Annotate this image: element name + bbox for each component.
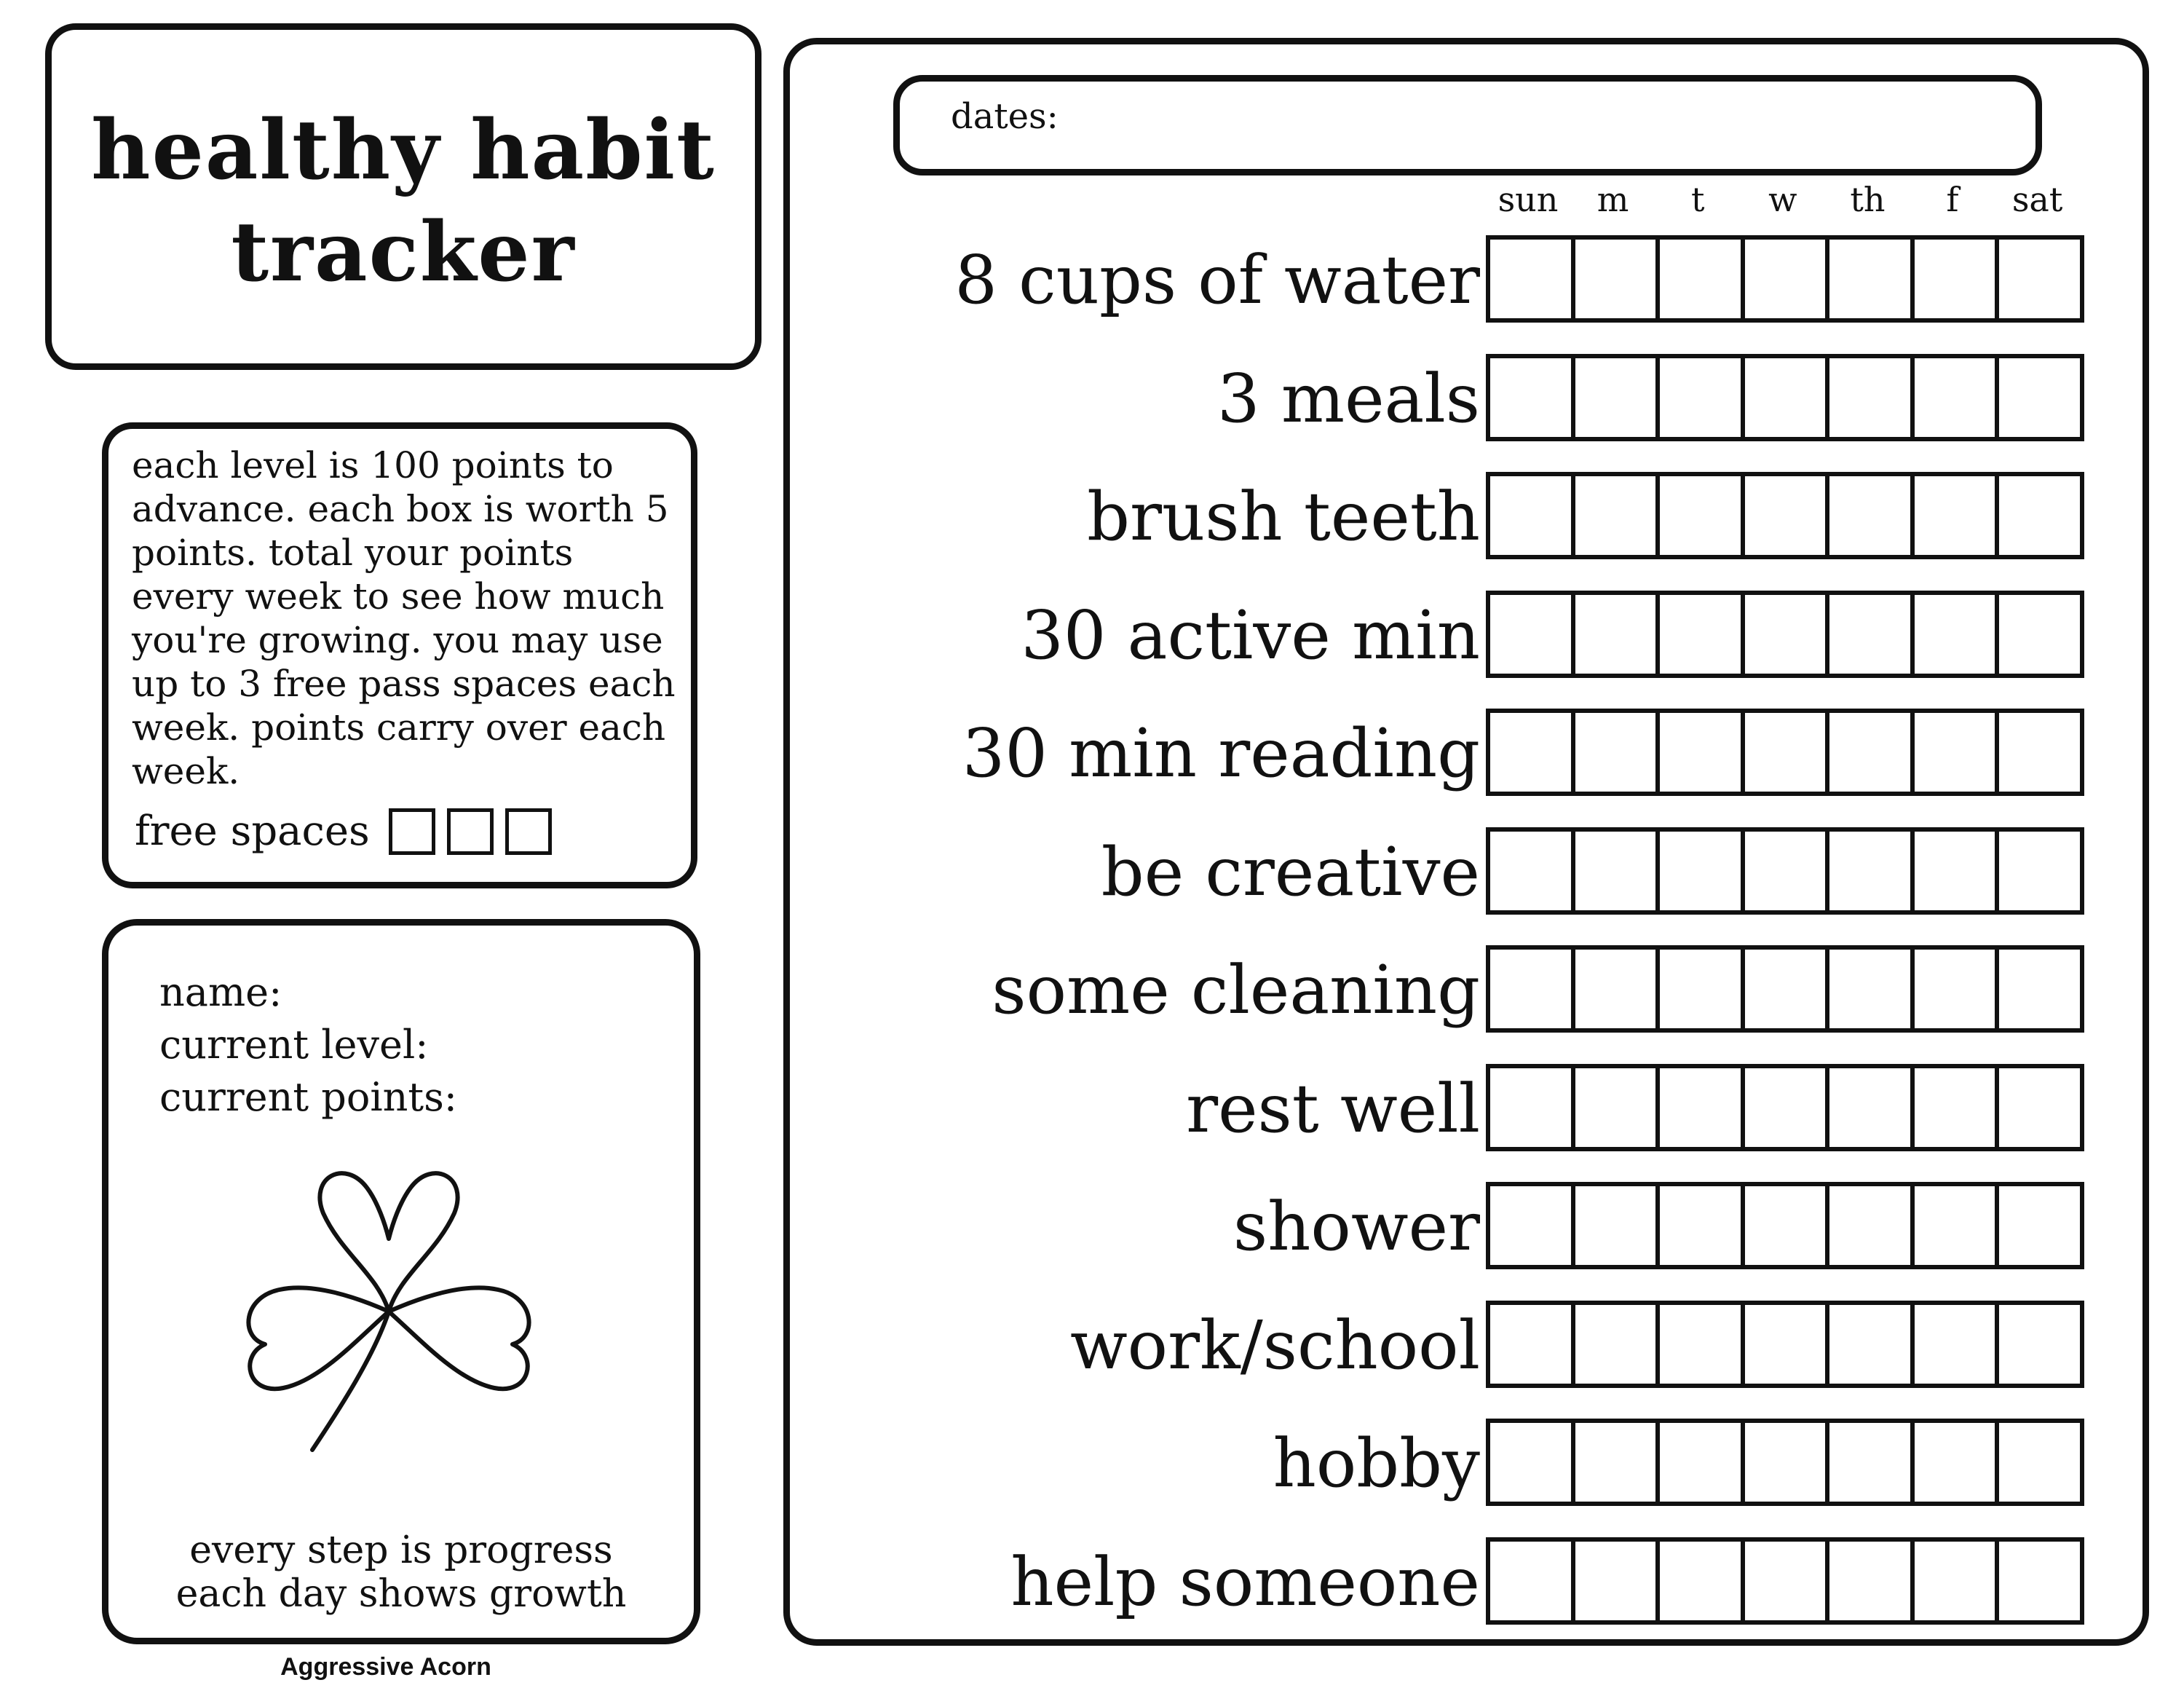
habit-day-checkbox[interactable] (1915, 950, 2000, 1028)
current-points-label: current points: (159, 1074, 457, 1120)
habit-day-checkbox[interactable] (1745, 1305, 1830, 1384)
habit-day-checkbox[interactable] (1915, 476, 2000, 555)
habit-day-checkbox[interactable] (1660, 1068, 1745, 1147)
habit-day-checkbox[interactable] (1575, 1186, 1661, 1265)
page-title-line2: tracker (231, 205, 576, 300)
habit-checkbox-grid (1486, 472, 2084, 559)
habit-day-checkbox[interactable] (1829, 713, 1915, 792)
habit-day-checkbox[interactable] (1999, 1186, 2080, 1265)
habit-row (790, 1182, 2143, 1269)
habit-day-checkbox[interactable] (1660, 476, 1745, 555)
habit-checkbox-grid (1486, 1301, 2084, 1388)
habit-day-checkbox[interactable] (1999, 240, 2080, 318)
habit-day-checkbox[interactable] (1915, 713, 2000, 792)
habit-day-checkbox[interactable] (1660, 1186, 1745, 1265)
habit-day-checkbox[interactable] (1829, 595, 1915, 674)
dates-field[interactable] (893, 75, 2042, 175)
habit-checkbox-grid (1486, 1537, 2084, 1625)
habit-row (790, 1419, 2143, 1506)
habit-day-checkbox[interactable] (1660, 1305, 1745, 1384)
habit-checkbox-grid (1486, 709, 2084, 796)
habit-day-checkbox[interactable] (1660, 832, 1745, 910)
habit-day-checkbox[interactable] (1999, 476, 2080, 555)
habit-day-checkbox[interactable] (1999, 832, 2080, 910)
habit-day-checkbox[interactable] (1660, 950, 1745, 1028)
habit-day-checkbox[interactable] (1829, 358, 1915, 437)
habit-day-checkbox[interactable] (1745, 1068, 1830, 1147)
day-header: th (1850, 180, 1886, 219)
habit-day-checkbox[interactable] (1660, 713, 1745, 792)
habit-checkbox-grid (1486, 591, 2084, 678)
habit-day-checkbox[interactable] (1575, 240, 1661, 318)
habit-day-checkbox[interactable] (1915, 1423, 2000, 1502)
title-panel (45, 23, 761, 370)
habit-day-checkbox[interactable] (1575, 1542, 1661, 1620)
habit-day-checkbox[interactable] (1999, 1068, 2080, 1147)
habit-day-checkbox[interactable] (1490, 240, 1575, 318)
habit-label: be creative (1101, 832, 1480, 911)
habit-checkbox-grid (1486, 354, 2084, 441)
habit-day-checkbox[interactable] (1915, 1542, 2000, 1620)
habit-day-checkbox[interactable] (1829, 1423, 1915, 1502)
day-header: sun (1497, 180, 1559, 219)
habit-day-checkbox[interactable] (1660, 595, 1745, 674)
habit-day-checkbox[interactable] (1745, 950, 1830, 1028)
free-spaces-row (135, 808, 563, 855)
habit-row (790, 472, 2143, 559)
habit-label: 30 active min (1021, 596, 1480, 674)
habit-day-checkbox[interactable] (1829, 1068, 1915, 1147)
habit-label: 3 meals (1217, 359, 1480, 438)
habit-label: some cleaning (992, 951, 1480, 1029)
habit-day-checkbox[interactable] (1915, 1305, 2000, 1384)
habit-day-checkbox[interactable] (1745, 240, 1830, 318)
habit-label: rest well (1186, 1069, 1480, 1148)
habit-day-checkbox[interactable] (1745, 1423, 1830, 1502)
dates-label: dates: (951, 96, 1059, 137)
habit-day-checkbox[interactable] (1660, 1423, 1745, 1502)
shamrock-icon (218, 1144, 560, 1472)
habit-day-checkbox[interactable] (1829, 832, 1915, 910)
habit-day-checkbox[interactable] (1915, 240, 2000, 318)
habit-row (790, 591, 2143, 678)
habit-checkbox-grid (1486, 1419, 2084, 1506)
habit-row (790, 827, 2143, 915)
habit-row (790, 235, 2143, 323)
habit-day-checkbox[interactable] (1490, 832, 1575, 910)
habit-day-checkbox[interactable] (1575, 358, 1661, 437)
habit-day-checkbox[interactable] (1575, 476, 1661, 555)
day-header: m (1597, 180, 1629, 219)
habit-checkbox-grid (1486, 1064, 2084, 1151)
habit-day-checkbox[interactable] (1575, 950, 1661, 1028)
habit-day-checkbox[interactable] (1829, 1542, 1915, 1620)
habit-day-checkbox[interactable] (1999, 713, 2080, 792)
habit-day-checkbox[interactable] (1745, 476, 1830, 555)
habit-day-checkbox[interactable] (1745, 358, 1830, 437)
habit-day-checkbox[interactable] (1915, 1186, 2000, 1265)
habit-day-checkbox[interactable] (1915, 595, 2000, 674)
habit-checkbox-grid (1486, 235, 2084, 323)
habit-checkbox-grid (1486, 1182, 2084, 1269)
habit-day-checkbox[interactable] (1490, 1068, 1575, 1147)
habit-day-checkbox[interactable] (1490, 595, 1575, 674)
author-credit: Aggressive Acorn (280, 1653, 491, 1681)
name-label: name: (159, 969, 282, 1015)
habit-day-checkbox[interactable] (1915, 358, 2000, 437)
habit-day-checkbox[interactable] (1745, 1186, 1830, 1265)
habit-day-checkbox[interactable] (1490, 713, 1575, 792)
habit-day-checkbox[interactable] (1575, 595, 1661, 674)
habit-day-checkbox[interactable] (1915, 832, 2000, 910)
motto-line1: every step is progress (189, 1529, 613, 1572)
habit-day-checkbox[interactable] (1829, 950, 1915, 1028)
habit-day-checkbox[interactable] (1490, 1305, 1575, 1384)
habit-day-checkbox[interactable] (1490, 1542, 1575, 1620)
habit-day-checkbox[interactable] (1999, 1305, 2080, 1384)
habit-day-checkbox[interactable] (1915, 1068, 2000, 1147)
day-header: f (1946, 180, 1959, 219)
habit-day-checkbox[interactable] (1829, 240, 1915, 318)
habit-day-checkbox[interactable] (1829, 1186, 1915, 1265)
habit-row (790, 1064, 2143, 1151)
day-header: t (1690, 180, 1705, 219)
habit-day-checkbox[interactable] (1745, 832, 1830, 910)
habit-day-checkbox[interactable] (1999, 1423, 2080, 1502)
habit-day-checkbox[interactable] (1575, 1423, 1661, 1502)
habit-row (790, 1301, 2143, 1388)
habit-day-checkbox[interactable] (1490, 476, 1575, 555)
habit-label: shower (1233, 1188, 1480, 1266)
habit-label: work/school (1069, 1306, 1480, 1384)
rules-text: each level is 100 points to advance. each box is worth 5 points. total your points every week to see how much you're growing. you may use up to 3 free pass spaces each week. points carry over each week. (132, 444, 676, 792)
habit-row (790, 1537, 2143, 1625)
habit-checkbox-grid (1486, 827, 2084, 915)
habit-label: 30 min reading (962, 714, 1480, 792)
habit-label: hobby (1273, 1424, 1480, 1502)
habit-day-checkbox[interactable] (1575, 713, 1661, 792)
rules-panel (102, 422, 697, 888)
habit-day-checkbox[interactable] (1660, 1542, 1745, 1620)
free-space-checkbox[interactable] (447, 808, 494, 855)
habit-day-checkbox[interactable] (1829, 476, 1915, 555)
habit-day-checkbox[interactable] (1999, 1542, 2080, 1620)
habit-checkbox-grid (1486, 945, 2084, 1033)
tracker-panel (783, 38, 2149, 1646)
habit-day-checkbox[interactable] (1575, 1305, 1661, 1384)
habit-day-checkbox[interactable] (1999, 595, 2080, 674)
habit-row (790, 709, 2143, 796)
habit-day-checkbox[interactable] (1575, 832, 1661, 910)
habit-day-checkbox[interactable] (1999, 358, 2080, 437)
habit-day-checkbox[interactable] (1575, 1068, 1661, 1147)
habit-day-checkbox[interactable] (1490, 1186, 1575, 1265)
habit-day-checkbox[interactable] (1999, 950, 2080, 1028)
habit-day-checkbox[interactable] (1490, 950, 1575, 1028)
habit-day-checkbox[interactable] (1745, 595, 1830, 674)
page-title-line1: healthy habit (91, 103, 716, 198)
free-space-checkbox[interactable] (505, 808, 552, 855)
habit-day-checkbox[interactable] (1829, 1305, 1915, 1384)
habit-day-checkbox[interactable] (1490, 1423, 1575, 1502)
habit-label: help someone (1010, 1542, 1480, 1621)
habit-label: brush teeth (1087, 478, 1480, 556)
day-header: sat (2011, 180, 2063, 219)
habit-label: 8 cups of water (954, 241, 1480, 319)
habit-row (790, 354, 2143, 441)
info-panel (102, 919, 700, 1644)
free-space-checkbox[interactable] (389, 808, 435, 855)
habit-row (790, 945, 2143, 1033)
current-level-label: current level: (159, 1022, 429, 1068)
habit-day-checkbox[interactable] (1745, 713, 1830, 792)
habit-day-checkbox[interactable] (1745, 1542, 1830, 1620)
day-header: w (1768, 180, 1797, 219)
free-spaces-label: free spaces (135, 808, 370, 855)
habit-day-checkbox[interactable] (1660, 240, 1745, 318)
motto-line2: each day shows growth (175, 1572, 627, 1616)
habit-day-checkbox[interactable] (1660, 358, 1745, 437)
habit-day-checkbox[interactable] (1490, 358, 1575, 437)
